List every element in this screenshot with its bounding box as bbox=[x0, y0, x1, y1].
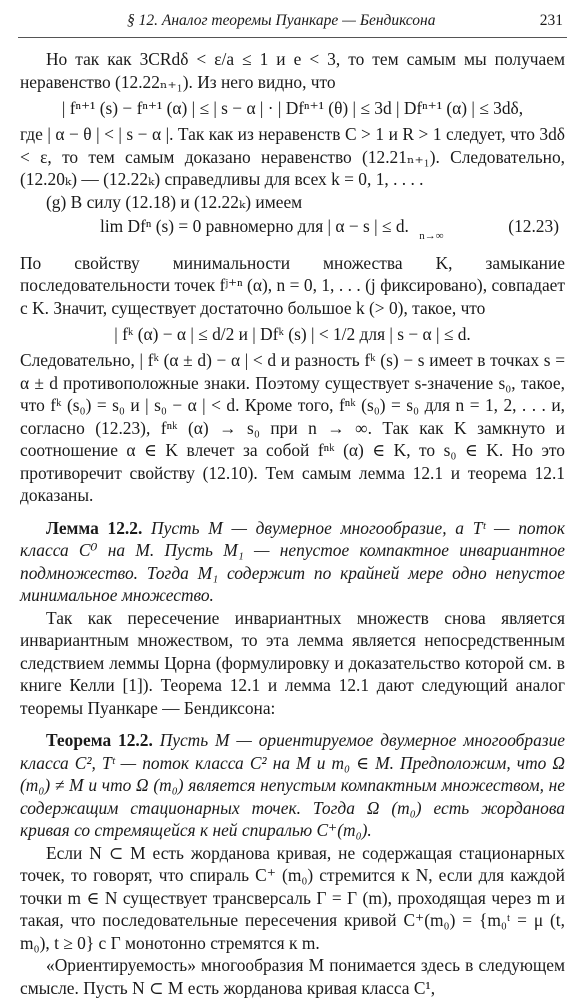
paragraph-3: (g) В силу (12.18) и (12.22ₖ) имеем bbox=[46, 191, 303, 212]
page-header bbox=[0, 12, 581, 36]
lemma-12-2 bbox=[20, 517, 565, 607]
paragraph-1: Но так как 3CRdδ < ε/a ≤ 1 и e < 3, то тем самым мы получаем неравенство (12.22ₙ₊₁). Из него видно, что bbox=[20, 49, 565, 92]
paragraph-4: По свойству минимальности множества K, замыкание последовательности точек fʲ⁺ⁿ (α), n = 0, 1, . . . (j фиксировано), совпадает с K. Значит, существует достаточно большое k (> 0), такое, что bbox=[20, 252, 565, 318]
lemma-text: Пусть M — двумерное многообразие, а Tᵗ — поток класса C⁰ на M. Пусть M₁ — непустое компактное инвариантное подмножество. Тогда M₁ содержит по крайней мере одно непустое минимальное множество. bbox=[20, 517, 565, 605]
paragraph-5: Следовательно, | fᵏ (α ± d) − α | < d и разность fᵏ (s) − s имеет в точках s = α ± d противоположные знаки. Поэтому существует s-значение s₀, такое, что fᵏ (s₀) = s₀ и | s₀ − α | < d. Кроме того, fⁿᵏ (s₀) = s₀ для n = 1, 2, . . . и, согласно (12.23), fⁿᵏ (α) → s₀ при n → ∞. Так как K замкнуто и соотношение α ∈ K влечет за собой fⁿᵏ (α) ∈ K, то s₀ ∈ K. Но это противоречит свойству (12.10). Тем самым лемма 12.1 и теорема 12.1 доказаны. bbox=[20, 350, 565, 505]
lemma-label: Лемма 12.2. bbox=[46, 517, 143, 538]
formula-1: | fⁿ⁺¹ (s) − fⁿ⁺¹ (α) | ≤ | s − α | · | Dfⁿ⁺¹ (θ) | ≤ 3d | Dfⁿ⁺¹ (α) | ≤ 3dδ, bbox=[61, 98, 524, 118]
page-body bbox=[20, 48, 565, 999]
page-number: 231 bbox=[539, 12, 563, 29]
paragraph-2: где | α − θ | < | s − α |. Так как из неравенств C > 1 и R > 1 следует, что 3dδ < ε, то тем самым доказано неравенство (12.21ₙ₊₁). Следовательно, (12.20ₖ) — (12.22ₖ) справедливы для всех k = 0, 1, . . . . bbox=[20, 124, 565, 189]
formula-2-row bbox=[20, 215, 565, 248]
paragraph-6: Так как пересечение инвариантных множеств снова является инвариантным множеством, то эта лемма является непосредственным следствием леммы Цорна (формулировку и доказательство которой см. в книге Келли [1]). Теорема 12.1 и лемма 12.1 дают следующий аналог теоремы Пуанкаре — Бендиксона: bbox=[20, 607, 565, 718]
formula-2-subscript: n→∞ bbox=[419, 230, 444, 242]
theorem-text: Пусть M — ориентируемое двумерное многообразие класса C², Tᵗ — поток класса C² на M и m₀ ∈ M. Предположим, что Ω (m₀) ≠ M и что Ω (m₀) является непустым компактным множеством, не содержащим стационарных точек. Тогда Ω (m₀) есть жорданова кривая со стремящейся к ней спиралью C⁺(m₀). bbox=[20, 730, 565, 840]
header-rule bbox=[18, 37, 567, 38]
theorem-12-2 bbox=[20, 729, 565, 842]
formula-2: lim Dfⁿ (s) = 0 равномерно для | α − s | ≤ d. bbox=[100, 216, 409, 236]
paragraph-7: Если N ⊂ M есть жорданова кривая, не содержащая стационарных точек, то говорят, что спираль C⁺ (m₀) стремится к N, если для каждой точки m ∈ N существует трансверсаль Γ = Γ (m), проходящая через m и такая, что последовательные пересечения кривой C⁺(m₀) = {m₀ᵗ = μ (t, m₀), t ≥ 0} с Γ монотонно стремятся к m. bbox=[20, 842, 565, 953]
formula-3: | fᵏ (α) − α | ≤ d/2 и | Dfᵏ (s) | < 1/2 для | s − α | ≤ d. bbox=[114, 324, 471, 344]
theorem-label: Теорема 12.2. bbox=[46, 730, 153, 750]
running-title: § 12. Аналог теоремы Пуанкаре — Бендиксона bbox=[127, 12, 436, 29]
equation-number: (12.23) bbox=[508, 216, 559, 236]
paragraph-8: «Ориентируемость» многообразия M понимается здесь в следующем смысле. Пусть N ⊂ M есть жорданова кривая класса C¹, bbox=[20, 955, 565, 998]
